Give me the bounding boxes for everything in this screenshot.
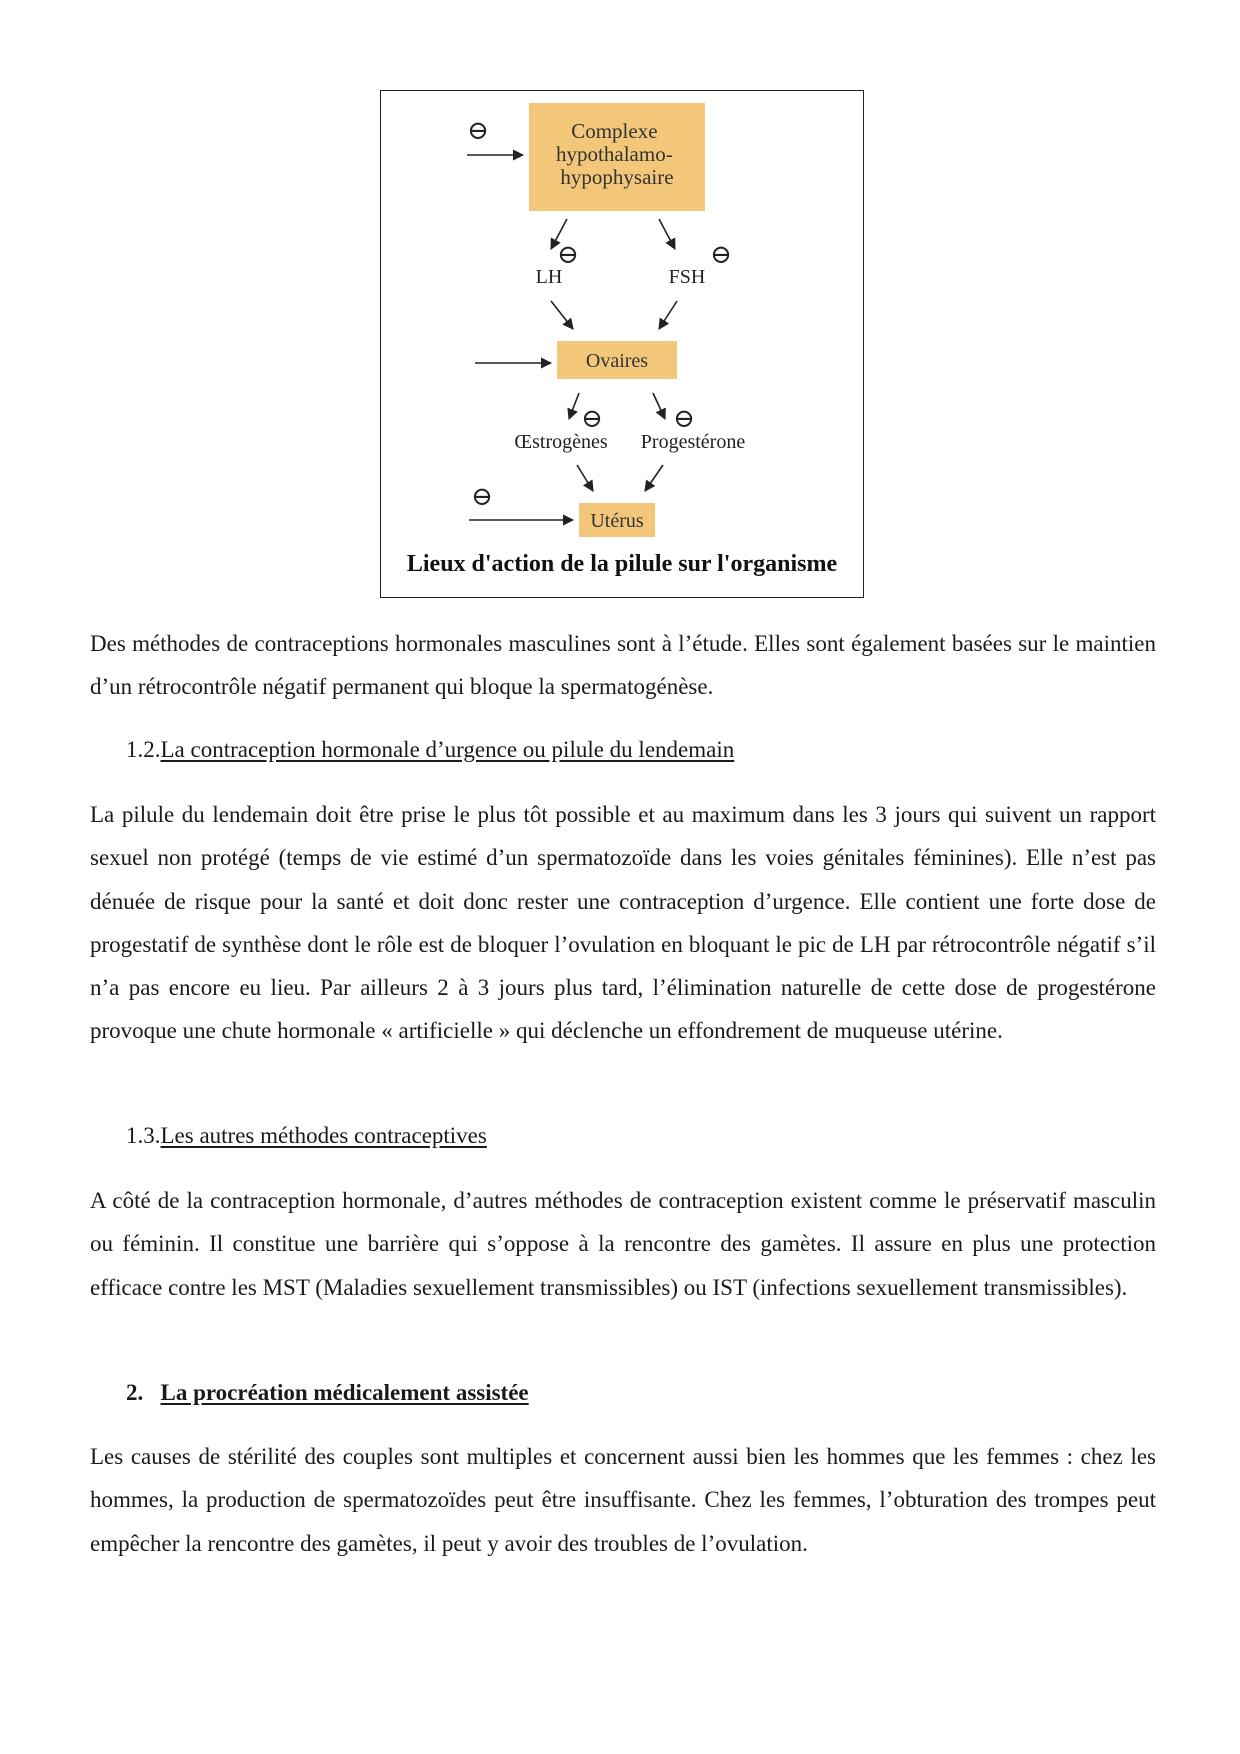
section-number: 1.2. bbox=[126, 737, 161, 762]
paragraph-morning-after-pill bbox=[90, 793, 1156, 1053]
section-title: La contraception hormonale d’urgence ou pilule du lendemain bbox=[160, 737, 735, 762]
diagram-svg bbox=[381, 91, 865, 599]
oestrogenes-label: Œstrogènes bbox=[514, 431, 608, 453]
uterus-label: Utérus bbox=[590, 510, 644, 532]
paragraph-male-contraception bbox=[90, 622, 1156, 709]
section-number: 2. bbox=[126, 1380, 144, 1405]
paragraph-other-methods bbox=[90, 1179, 1156, 1309]
arrow-lh-ovaires bbox=[551, 301, 573, 329]
section-heading-1-2 bbox=[126, 735, 734, 765]
lh-label: LH bbox=[535, 266, 563, 288]
arrow-oestrogenes-uterus bbox=[577, 465, 593, 491]
paragraph-text: La pilule du lendemain doit être prise le plus tôt possible et au maximum dans les 3 jours qui suivent un rapport sexuel non protégé (temps de vie estimé d’un spermatozoïde dans les voies génitales féminines). Elle n’est pas dénuée de risque pour la santé et doit donc rester une contraception d’urgence. Elle contient une forte dose de progestatif de synthèse dont le rôle est de bloquer l’ovulation en bloquant le pic de LH par rétrocontrôle négatif s’il n’a pas encore eu lieu. Par ailleurs 2 à 3 jours plus tard, l’élimination naturelle de cette dose de progestérone provoque une chute hormonale « artificielle » qui déclenche un effondrement de muqueuse utérine. bbox=[90, 802, 1156, 1044]
ovaires-label: Ovaires bbox=[585, 350, 649, 372]
arrow-ovaires-oestrogenes bbox=[569, 393, 579, 419]
inhibit-icon: ⊖ bbox=[467, 116, 489, 145]
section-number: 1.3. bbox=[126, 1123, 161, 1148]
inhibit-icon: ⊖ bbox=[710, 240, 732, 269]
paragraph-sterility-causes bbox=[90, 1435, 1156, 1565]
section-heading-2 bbox=[126, 1378, 529, 1408]
inhibit-icon: ⊖ bbox=[673, 404, 695, 433]
paragraph-text: Les causes de stérilité des couples sont multiples et concernent aussi bien les hommes que les femmes : chez les hommes, la production de spermatozoïdes peut être insuffisante. Chez les femmes, l’obturation des trompes peut empêcher la rencontre des gamètes, il peut y avoir des troubles de l’ovulation. bbox=[90, 1444, 1156, 1556]
fsh-label: FSH bbox=[668, 266, 706, 288]
section-title: La procréation médicalement assistée bbox=[160, 1380, 529, 1405]
arrow-progesterone-uterus bbox=[645, 465, 663, 491]
progesterone-label: Progestérone bbox=[640, 431, 746, 453]
figure-caption: Lieux d'action de la pilule sur l'organisme bbox=[406, 551, 838, 577]
inhibit-icon: ⊖ bbox=[581, 404, 603, 433]
paragraph-text: Des méthodes de contraceptions hormonales masculines sont à l’étude. Elles sont également basées sur le maintien d’un rétrocontrôle négatif permanent qui bloque la spermatogénèse. bbox=[90, 631, 1156, 700]
inhibit-icon: ⊖ bbox=[557, 240, 579, 269]
arrow-ovaires-progesterone bbox=[653, 393, 665, 419]
pill-action-diagram bbox=[380, 90, 864, 598]
section-title: Les autres méthodes contraceptives bbox=[160, 1123, 487, 1148]
paragraph-text: A côté de la contraception hormonale, d’autres méthodes de contraception existent comme le préservatif masculin ou féminin. Il constitue une barrière qui s’oppose à la rencontre des gamètes. Il assure en plus une protection efficace contre les MST (Maladies sexuellement transmissibles) ou IST (infections sexuellement transmissibles). bbox=[90, 1188, 1156, 1300]
arrow-fsh-ovaires bbox=[659, 301, 677, 329]
arrow-complexe-fsh bbox=[659, 219, 675, 249]
inhibit-icon: ⊖ bbox=[471, 482, 493, 511]
section-heading-1-3 bbox=[126, 1121, 487, 1151]
complexe-label: Complexe hypothalamo- hypophysaire bbox=[556, 119, 674, 189]
